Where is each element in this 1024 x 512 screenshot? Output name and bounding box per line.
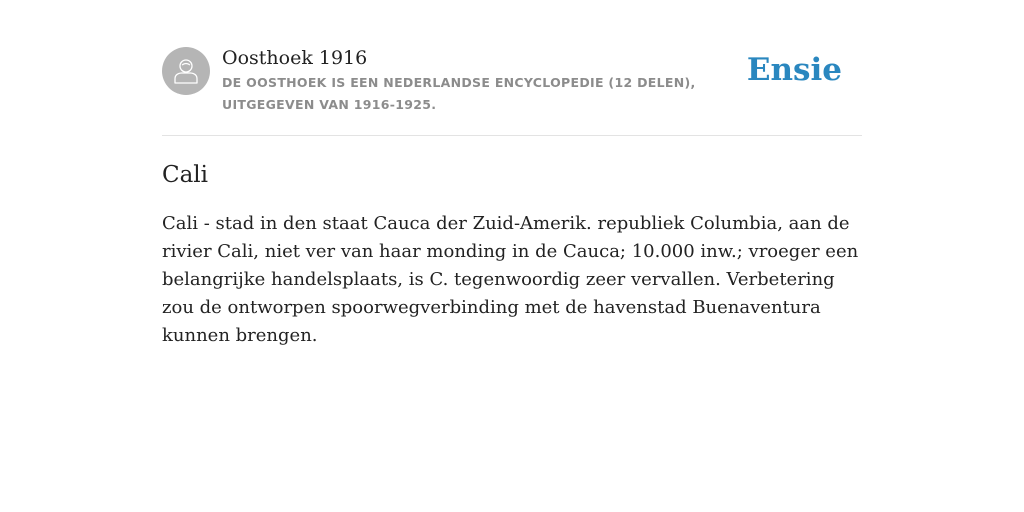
article-title: Cali [162, 162, 209, 188]
page-container [162, 44, 862, 350]
article-body: Cali - stad in den staat Cauca der Zuid-Amerik. republiek Columbia, aan de rivier Cali, niet ver van haar monding in de Cauca; 10.000 inw.; vroeger een belangrijke handelsplaats, is C. tegenwoordig zeer vervallen. Verbetering zou de ontworpen spoorwegverbinding met de havenstad Buenaventura kunnen brengen. [162, 213, 859, 346]
source-header [162, 44, 862, 136]
brand-logo-link[interactable]: Ensie [746, 52, 842, 88]
user-avatar-icon[interactable] [162, 47, 210, 95]
source-name[interactable]: Oosthoek 1916 [222, 47, 368, 69]
source-description: DE OOSTHOEK IS EEN NEDERLANDSE ENCYCLOPEDIE (12 DELEN), UITGEGEVEN VAN 1916-1925. [222, 75, 696, 112]
user-outline-icon [171, 56, 201, 86]
